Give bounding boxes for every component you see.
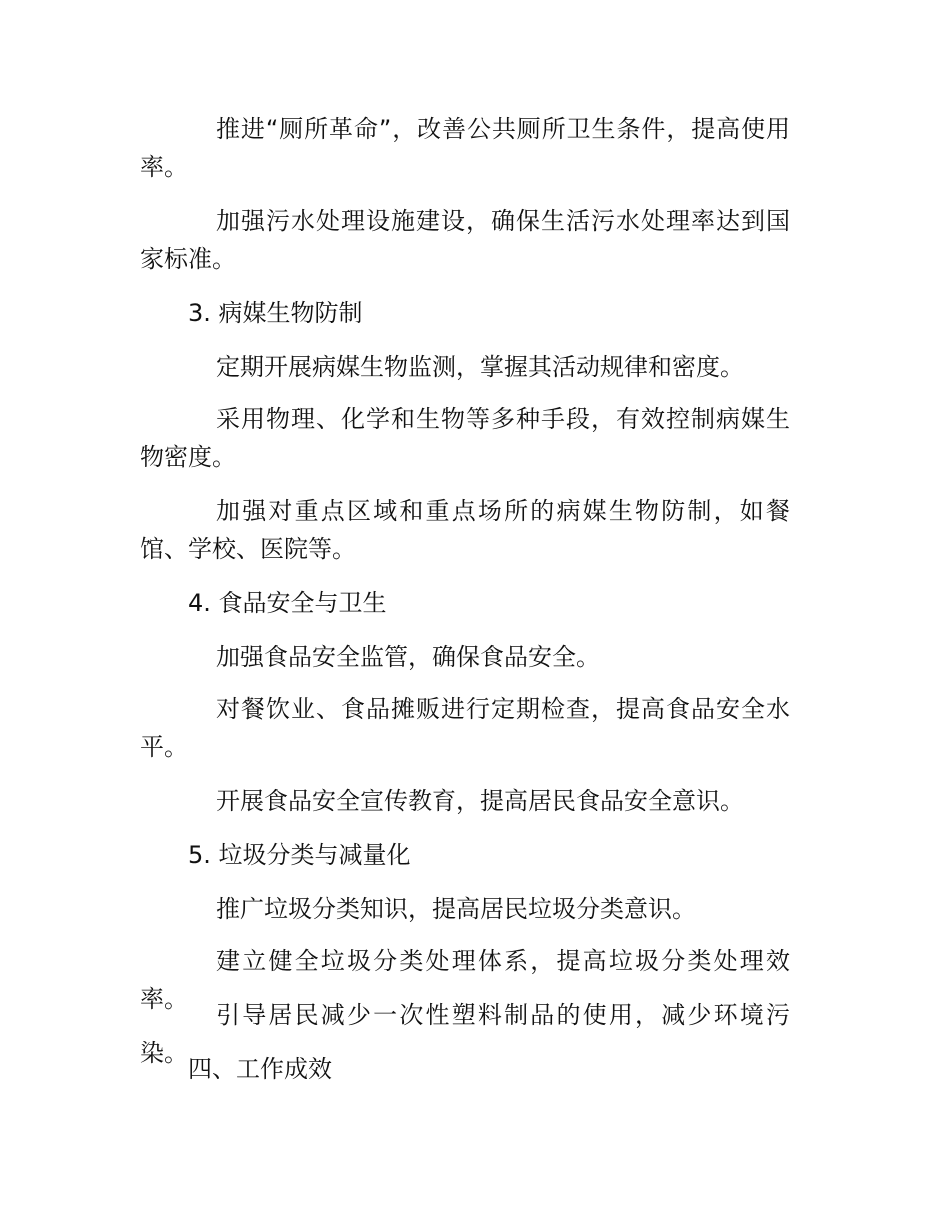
paragraph-waste-knowledge: 推广垃圾分类知识，提高居民垃圾分类意识。 — [216, 895, 696, 923]
paragraph-food-supervision: 加强食品安全监管，确保食品安全。 — [216, 643, 600, 671]
paragraph-sewage-treatment: 加强污水处理设施建设，确保生活污水处理率达到国家标准。 — [140, 207, 790, 273]
paragraph-food-education: 开展食品安全宣传教育，提高居民食品安全意识。 — [216, 787, 744, 815]
paragraph-plastic-reduction: 引导居民减少一次性塑料制品的使用，减少环境污染。 — [140, 1001, 790, 1067]
paragraph-toilet-revolution: 推进“厕所革命”，改善公共厕所卫生条件，提高使用率。 — [140, 115, 790, 181]
section-heading-vector-control: 3. 病媒生物防制 — [188, 299, 363, 327]
section-heading-work-results: 四、工作成效 — [188, 1055, 332, 1083]
paragraph-food-inspection: 对餐饮业、食品摊贩进行定期检查，提高食品安全水平。 — [140, 695, 790, 761]
paragraph-vector-methods: 采用物理、化学和生物等多种手段，有效控制病媒生物密度。 — [140, 405, 790, 471]
section-heading-food-safety: 4. 食品安全与卫生 — [188, 589, 387, 617]
paragraph-vector-monitoring: 定期开展病媒生物监测，掌握其活动规律和密度。 — [216, 353, 744, 381]
paragraph-waste-system: 建立健全垃圾分类处理体系，提高垃圾分类处理效率。 — [140, 947, 790, 1013]
section-heading-waste-sorting: 5. 垃圾分类与减量化 — [188, 841, 411, 869]
paragraph-key-areas: 加强对重点区域和重点场所的病媒生物防制，如餐馆、学校、医院等。 — [140, 497, 790, 563]
